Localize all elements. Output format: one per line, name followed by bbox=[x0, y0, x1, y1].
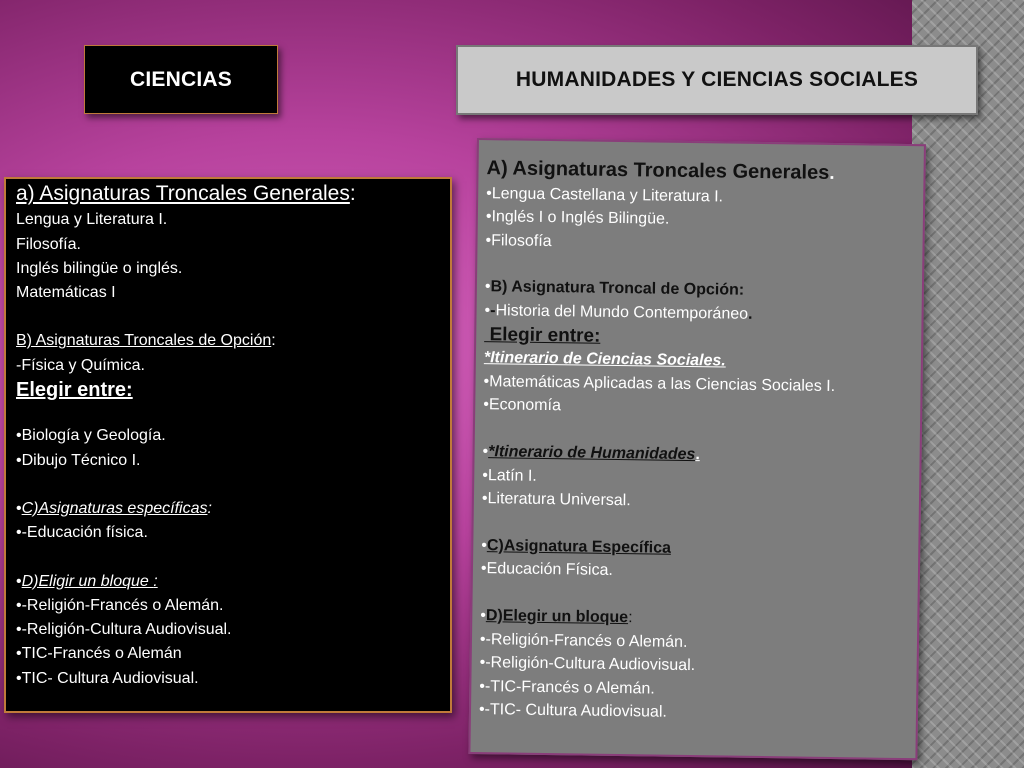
ciencias-d-heading: D)Eligir un bloque bbox=[21, 572, 154, 590]
hum-b-item-dot: . bbox=[747, 305, 753, 323]
ciencias-a-item: Matemáticas I bbox=[16, 284, 116, 302]
ciencias-d-colon: : bbox=[153, 572, 158, 590]
ciencias-a-item: Inglés bilingüe o inglés. bbox=[16, 259, 183, 277]
humanidades-panel bbox=[468, 138, 926, 760]
hum-d-heading: D)Elegir un bloque bbox=[485, 607, 629, 627]
ciencias-d-item: •TIC- Cultura Audiovisual. bbox=[16, 669, 199, 687]
ciencias-c-item: •-Educación física. bbox=[16, 524, 148, 542]
ciencias-b-heading-line bbox=[16, 329, 440, 353]
hum-h-item: •Latín I. bbox=[482, 466, 537, 485]
ciencias-d-item: •-Religión-Francés o Alemán. bbox=[16, 596, 224, 614]
hum-cs-item: •Matemáticas Aplicadas a las Ciencias Sociales I. bbox=[483, 372, 836, 395]
bullet: • bbox=[484, 302, 491, 320]
bullet: • bbox=[480, 607, 487, 625]
ciencias-b-colon: : bbox=[271, 332, 276, 350]
hum-d-colon: : bbox=[628, 609, 633, 627]
hum-a-heading: A) Asignaturas Troncales Generales bbox=[486, 157, 830, 184]
ciencias-c-heading-line bbox=[16, 497, 440, 521]
ciencias-d-heading-line bbox=[16, 570, 440, 594]
hum-cs-item: •Economía bbox=[483, 396, 562, 415]
hum-itin-h-dot: . bbox=[695, 446, 700, 464]
ciencias-title: CIENCIAS bbox=[84, 45, 278, 114]
hum-a-dot: . bbox=[829, 162, 835, 184]
hum-c-item: •Educación Física. bbox=[480, 560, 613, 580]
ciencias-b-heading: B) Asignaturas Troncales de Opción bbox=[16, 332, 272, 350]
bullet: • bbox=[482, 443, 489, 461]
hum-itin-h: *Itinerario de Humanidades bbox=[488, 443, 696, 464]
ciencias-panel bbox=[4, 177, 452, 713]
hum-b-heading: B) Asignatura Troncal de Opción: bbox=[490, 278, 745, 300]
hum-d-item: •-Religión-Francés o Alemán. bbox=[479, 630, 688, 651]
hum-elegir: Elegir entre: bbox=[484, 323, 601, 347]
ciencias-a-item: Lengua y Literatura I. bbox=[16, 211, 168, 229]
bullet: • bbox=[484, 278, 491, 296]
hum-a-item: •Filosofía bbox=[485, 231, 552, 250]
ciencias-elegir: Elegir entre: bbox=[16, 379, 133, 402]
decorative-pattern-strip bbox=[912, 0, 1024, 768]
hum-h-item: •Literatura Universal. bbox=[481, 490, 631, 510]
ciencias-a-colon: : bbox=[349, 182, 356, 205]
ciencias-elegir-item: •Biología y Geología. bbox=[16, 427, 166, 445]
ciencias-a-item: Filosofía. bbox=[16, 235, 81, 253]
hum-c-heading: C)Asignatura Específica bbox=[486, 536, 672, 557]
ciencias-a-heading-line bbox=[16, 182, 440, 208]
hum-d-item: •-TIC-Francés o Alemán. bbox=[479, 677, 655, 698]
ciencias-c-heading: C)Asignaturas específicas bbox=[21, 499, 208, 517]
ciencias-d-item: •-Religión-Cultura Audiovisual. bbox=[16, 621, 232, 639]
dash: - bbox=[490, 302, 496, 320]
hum-b-item: Historia del Mundo Contemporáneo bbox=[495, 302, 749, 323]
hum-a-item: •Inglés I o Inglés Bilingüe. bbox=[485, 208, 670, 228]
ciencias-d-item: •TIC-Francés o Alemán bbox=[16, 645, 182, 663]
hum-d-item: •-Religión-Cultura Audiovisual. bbox=[479, 654, 696, 675]
ciencias-c-colon: : bbox=[207, 499, 212, 517]
bullet: • bbox=[481, 536, 488, 554]
ciencias-a-heading: a) Asignaturas Troncales Generales bbox=[16, 182, 350, 205]
bullet: • bbox=[16, 572, 22, 590]
hum-itin-cs: *Itinerario de Ciencias Sociales. bbox=[483, 349, 726, 370]
ciencias-elegir-item: •Dibujo Técnico I. bbox=[16, 451, 141, 469]
hum-d-item: •-TIC- Cultura Audiovisual. bbox=[478, 701, 668, 721]
hum-a-item: •Lengua Castellana y Literatura I. bbox=[486, 184, 724, 206]
ciencias-b-item: -Física y Química. bbox=[16, 356, 145, 374]
bullet: • bbox=[16, 499, 22, 517]
humanidades-title: HUMANIDADES Y CIENCIAS SOCIALES bbox=[456, 45, 978, 115]
